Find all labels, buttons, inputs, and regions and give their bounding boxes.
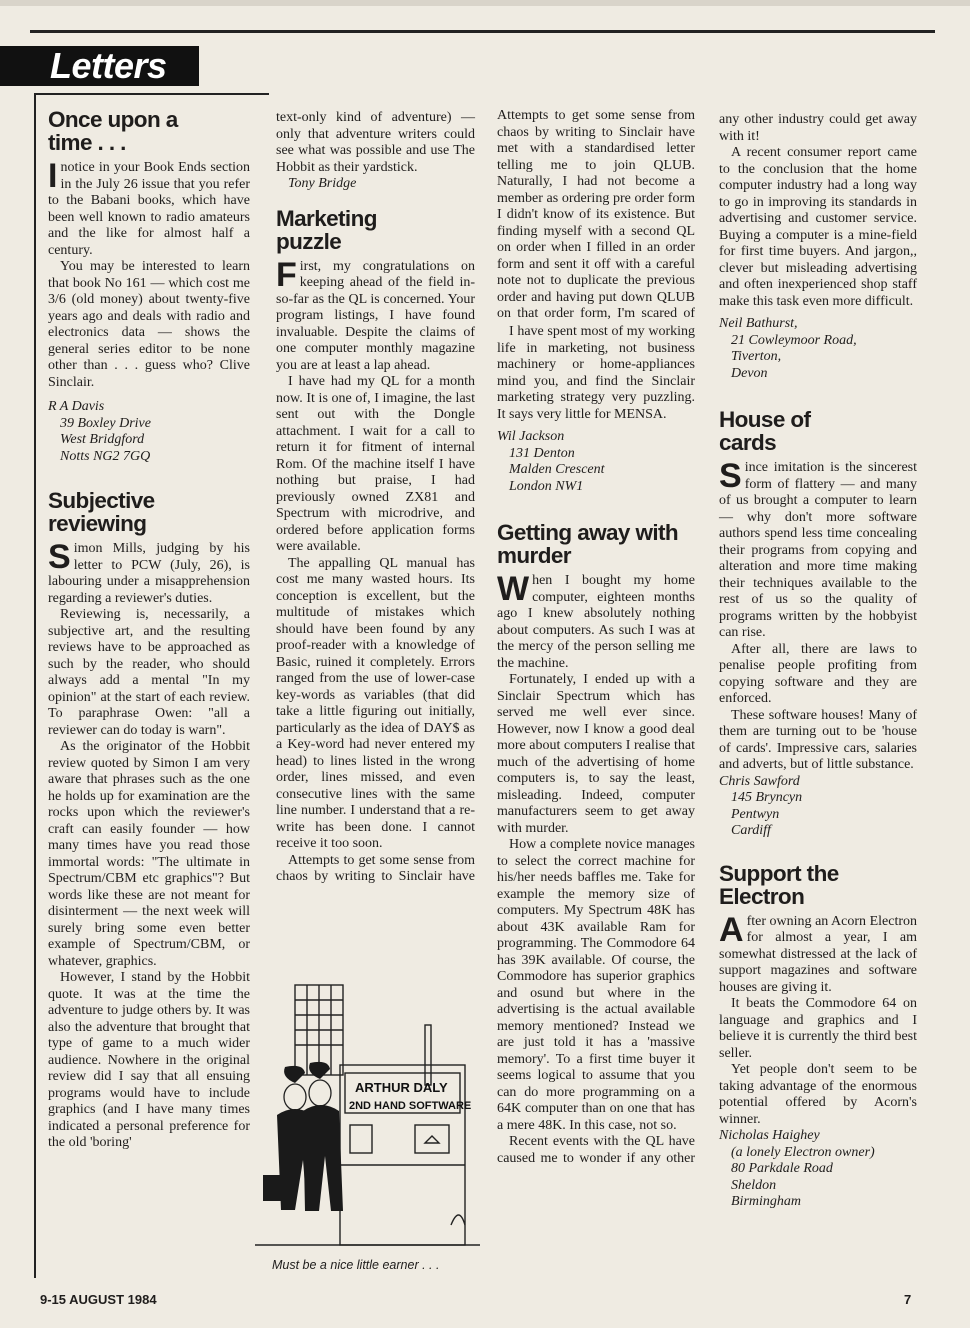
letter-paragraph: However, I stand by the Hobbit quote. It was at the time the adventure to judge others by. It was also the adventure that brought that type of game to a much wider audience. Nowhere in the original review did I say that all ensuing programs would have to include graphics (and I have many times indicated a personal preference for the old 'boring' xyxy=(48,970,250,1150)
cartoon-caption: Must be a nice little earner . . . xyxy=(272,1258,440,1272)
column-3 xyxy=(497,108,695,1168)
drop-cap: S xyxy=(48,538,71,576)
letter-paragraph: First, my congratulations on keeping ahead of the field in-so-far as the QL is concerned. Your program listings, I have found invaluable. Despite the claims of one computer monthly magazine you are at least a lap ahead. xyxy=(276,255,475,373)
drop-cap: W xyxy=(497,570,530,608)
letter-paragraph: I have had my QL for a month now. It is one of, I imagine, the last sent out with the Dongle attachment. I wait for a call to return it for fitment of internal Rom. Of the machine itself I have nothing but praise, I had previously owned ZX81 and Spectrum with microdrive, and ordered before application forms were available. xyxy=(276,374,475,554)
page-number: 7 xyxy=(904,1292,912,1307)
letter-title: Support the Electron xyxy=(719,860,839,909)
section-band xyxy=(0,46,44,86)
letter-paragraph: The appalling QL manual has cost me many wasted hours. Its conception is excellent, but the multitude of mistakes which should have been found by any proof-reader with a knowledge of Basic, ruined it completely. Errors ranged from the use of lower-case key-words as variables (that did take a little figuring out initially, particularly as the idea of DAY$ as a Key-word had never entered my head) to lines listed in the wrong order, lines missed, and even consecutive lines with the same line number. I understand that a re-write has been done. I cannot receive it too soon. xyxy=(276,555,475,851)
letter-paragraph: Fortunately, I ended up with a Sinclair Spectrum which has served me well ever since. However, now I know a good deal more about computers I realise that much of the advertising of home computers is, to say the least, misleading. Indeed, computer manufacturers seem to get away with murder. xyxy=(497,672,695,836)
column-frame-left xyxy=(34,93,36,1278)
header-rule xyxy=(30,30,935,33)
letter-paragraph: Attempts to get some sense from chaos by writing to Sinclair have xyxy=(276,852,475,884)
column-4 xyxy=(719,112,917,1211)
section-title: Letters xyxy=(44,46,199,86)
signature: Tony Bridge xyxy=(288,176,357,191)
signature: Neil Bathurst, 21 Cowleymoor Road, Tiverton, Devon xyxy=(719,316,857,381)
letter-title: House of cards xyxy=(719,407,811,455)
letter-paragraph: As the originator of the Hobbit review quoted by Simon I am very aware that phrases such as the one he holds up for examination are the rocks upon which the reviewer's craft can easily founder — how many times have you read those immortal words: "The ultimate in Spectrum/CBM etc graphics"? But words like these are not meant for disinterment — the next week will surely bring some even better example of Spectrum/CBM, or whatever, graphics. xyxy=(48,739,250,969)
cartoon-illustration xyxy=(255,965,480,1255)
drop-cap: A xyxy=(719,910,744,949)
letter-paragraph: Reviewing is, necessarily, a subjective art, and the resulting reviews have to be approached as such by the reader, who should always add a mental "In my opinion" at the start of each review. To paraphrase Owen: "all a reviewer can do today is warn". xyxy=(48,607,250,738)
letter-paragraph: text-only kind of adventure) — only that adventure writers could see what was possible and use The Hobbit as their yardstick. xyxy=(276,110,475,175)
signature: R A Davis 39 Boxley Drive West Bridgford Notts NG2 7GQ xyxy=(48,399,151,464)
letter-paragraph: A recent consumer report came to the conclusion that the home computer industry had a long way to go in improving its standards in advertising and customer service. Buying a computer is a mine-field for first time buyers. And jargon,, clever but misleading advertising and often inexperienced shop staff make this task even more difficult. xyxy=(719,145,917,309)
letter-paragraph: How a complete novice manages to select the correct machine for his/her needs baffles me. Take for example the memory size of computers. My Spectrum 48K has about 43K available Ram for programming. The Commodore 64 has 39K available. Of course, the Commodore has superior graphics and osund but where in the advertising is the actual available memory mentioned? Instead we are just told it has a 'massive memory'. To a first time buyer it seems logical to assume that you can do more programming on a 64K computer than on one that has a mere 48K. In this case, not so. xyxy=(497,837,695,1133)
letter-paragraph: When I bought my home computer, eighteen months ago I knew absolutely nothing about computers. As such I was at the mercy of the person selling me the machine. xyxy=(497,570,695,671)
letter-paragraph: It beats the Commodore 64 on language and graphics and I believe it is currently the third best seller. xyxy=(719,996,917,1061)
letter-paragraph: Since imitation is the sincerest form of flattery — and many of us brought a computer to learn — why don't more software authors spend less time concealing their programs from copying and alteration and more time making their techniques available to the rest of us so the quality of programs written by the hobbyist can rise. xyxy=(719,457,917,640)
letter-title: Getting away with murder xyxy=(497,520,679,568)
letter-paragraph: Simon Mills, judging by his letter to PCW (July, 26), is labouring under a misapprehension regarding a reviewer's duties. xyxy=(48,538,250,606)
letter-paragraph: I notice in your Book Ends section in the July 26 issue that you refer to the Babani books, which have been well known to radio amateurs and the like for almost half a century. xyxy=(48,157,250,258)
cartoon-figures xyxy=(263,1062,343,1211)
letter-paragraph: Yet people don't seem to be taking advantage of the enormous potential offered by Acorn's winner. xyxy=(719,1062,917,1127)
drop-cap: S xyxy=(719,457,742,495)
column-1 xyxy=(48,104,250,1152)
drop-cap: F xyxy=(276,255,297,294)
letter-paragraph: I have spent most of my working life in marketing, not business machinery or home-appliances mind you, and find the Sinclair marketing strategy very puzzling. It says very little for MENSA. xyxy=(497,324,695,422)
letter-title: Subjective reviewing xyxy=(48,488,155,536)
signature: Wil Jackson 131 Denton Malden Crescent London NW1 xyxy=(497,429,605,494)
letter-paragraph: Recent events with the QL have caused me to wonder if any other xyxy=(497,1134,695,1166)
letter-title: Once upon a time . . . xyxy=(48,107,178,155)
signature: Nicholas Haighey (a lonely Electron owner) 80 Parkdale Road Sheldon Birmingham xyxy=(719,1128,875,1209)
letter-paragraph: These software houses! Many of them are turning out to be 'house of cards'. Impressive cars, salaries and adverts, but of little substance. xyxy=(719,707,917,772)
letter-paragraph: Attempts to get some sense from chaos by writing to Sinclair have met with a standardised letter telling me to join QLUB. Naturally, I had not become a member as ordering pre order form I didn't know of its existence. But finding myself with a second QL on order when I filled in an order form and sent it off with a careful note not to duplicate the previous order and having put down QLUB on that order form, I'm scared of xyxy=(497,108,695,321)
letter-paragraph: After owning an Acorn Electron for almost a year, I am somewhat distressed at the lack of support magazines and software houses are giving it. xyxy=(719,910,917,995)
issue-date: 9-15 AUGUST 1984 xyxy=(40,1292,157,1307)
letter-title: Marketing puzzle xyxy=(276,205,377,254)
column-frame-top xyxy=(34,93,269,95)
drop-cap: I xyxy=(48,157,58,195)
letter-paragraph: any other industry could get away with it! xyxy=(719,112,917,144)
cartoon-sign-line2: 2ND HAND SOFTWARE xyxy=(349,1100,472,1112)
column-2 xyxy=(276,110,475,887)
cartoon-sign-line1: ARTHUR DALY xyxy=(355,1080,448,1095)
letter-paragraph: You may be interested to learn that book No 161 — which cost me 3/6 (old money) about twenty-five years ago and deals with radio and electronics data — shows the general series editor to be none other than . . . guess who? Clive Sinclair. xyxy=(48,259,250,390)
page-top-edge xyxy=(0,0,970,6)
letter-paragraph: After all, there are laws to penalise people profiting from copying software and they are enforced. xyxy=(719,641,917,706)
signature: Chris Sawford 145 Bryncyn Pentwyn Cardiff xyxy=(719,773,803,838)
